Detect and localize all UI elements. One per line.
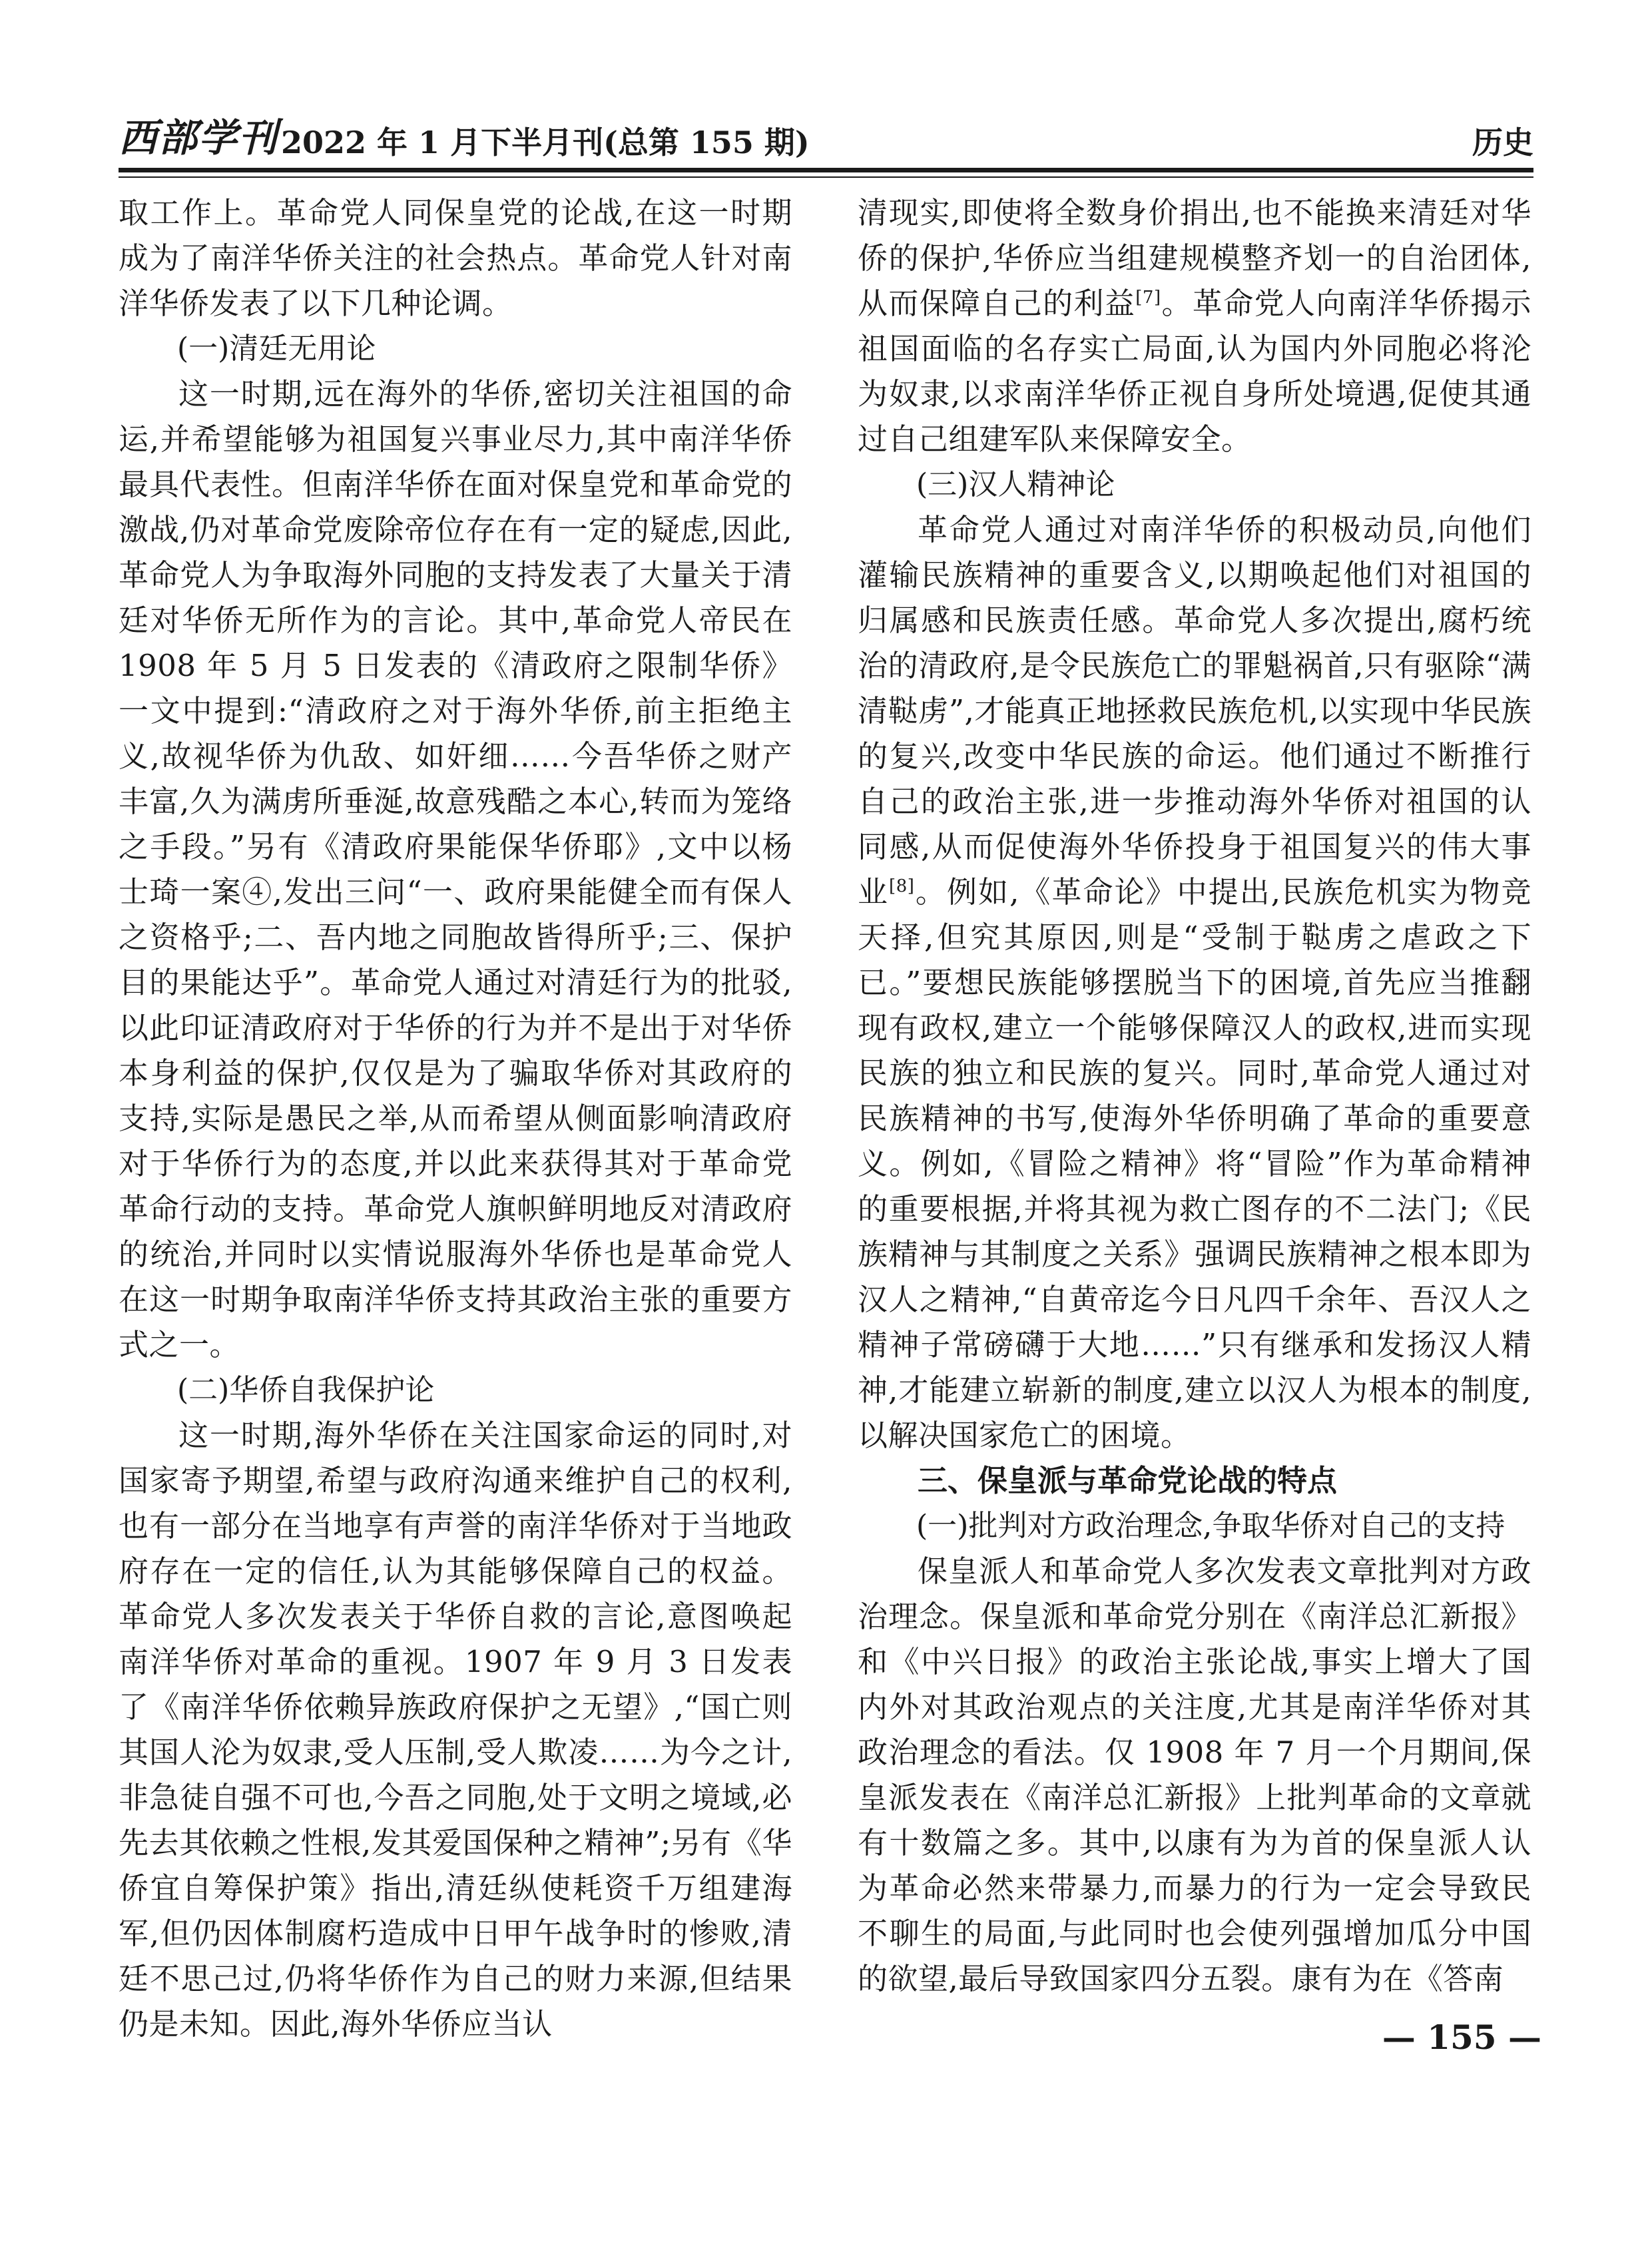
- subsection-heading: (一)清廷无用论: [177, 332, 376, 366]
- subsection-heading: (二)华侨自我保护论: [177, 1373, 435, 1407]
- paragraph: 这一时期,海外华侨在关注国家命运的同时,对国家寄予期望,希望与政府沟通来维护自己的权利,也有一部分在当地享有声誉的南洋华侨对于当地政府存在一定的信任,认为其能够保障自己的权益。革命党人多次发表关于华侨自救的言论,意图唤起南洋华侨对革命的重视。1907 年 9 月 3 日发表了《南洋华侨依赖异族政府保护之无望》,“国亡则其国人沦为奴隶,受人压制,受人欺凌……为今之计,非急徒自强不可也,今吾之同胞,处于文明之境域,必先去其依赖之性根,发其爱国保种之精神”;另有《华侨宜自筹保护策》指出,清廷纵使耗资千万组建海军,但仍因体制腐朽造成中日甲午战争时的惨败,清廷不思己过,仍将华侨作为自己的财力来源,但结果仍是未知。因此,海外华侨应当认: [119, 1418, 792, 2042]
- left-column: [119, 190, 792, 2047]
- subsection-heading: (一)批判对方政治理念,争取华侨对自己的支持: [916, 1509, 1506, 1543]
- header-rule-thick: [119, 168, 1533, 172]
- paragraph: [858, 507, 1531, 1458]
- issue-info: 2022 年 1 月下半月刊(总第 155 期): [281, 125, 810, 160]
- header-rule-thin: [119, 176, 1533, 178]
- paragraph: 取工作上。革命党人同保皇党的论战,在这一时期成为了南洋华侨关注的社会热点。革命党人针对南洋华侨发表了以下几种论调。: [119, 195, 792, 321]
- paragraph-text: 革命党人通过对南洋华侨的积极动员,向他们灌输民族精神的重要含义,以期唤起他们对祖国的归属感和民族责任感。革命党人多次提出,腐朽统治的清政府,是令民族危亡的罪魁祸首,只有驱除“满清鞑虏”,才能真正地拯救民族危机,以实现中华民族的复兴,改变中华民族的命运。他们通过不断推行自己的政治主张,进一步推动海外华侨对祖国的认同感,从而促使海外华侨投身于祖国复兴的伟大事业: [858, 512, 1531, 910]
- paragraph-text: 。例如,《革命论》中提出,民族危机实为物竞天择,但究其原因,则是“受制于鞑虏之虐政之下已。”要想民族能够摆脱当下的困境,首先应当推翻现有政权,建立一个能够保障汉人的政权,进而实现民族的独立和民族的复兴。同时,革命党人通过对民族精神的书写,使海外华侨明确了革命的重要意义。例如,《冒险之精神》将“冒险”作为革命精神的重要根据,并将其视为救亡图存的不二法门;《民族精神与其制度之关系》强调民族精神之根本即为汉人之精神,“自黄帝迄今日凡四千余年、吾汉人之精神子常磅礴于大地……”只有继承和发扬汉人精神,才能建立崭新的制度,建立以汉人为根本的制度,以解决国家危亡的困境。: [858, 874, 1531, 1453]
- running-header: [119, 111, 1533, 162]
- citation-ref: [8]: [889, 876, 915, 896]
- paragraph-text: 。革命党人向南洋华侨揭示祖国面临的名存实亡局面,认为国内外同胞必将沦为奴隶,以求南洋华侨正视自身所处境遇,促使其通过自己组建军队来保障安全。: [858, 286, 1531, 457]
- citation-ref: [7]: [1135, 288, 1161, 308]
- section-heading: 三、保皇派与革命党论战的特点: [918, 1463, 1338, 1498]
- paragraph: 保皇派人和革命党人多次发表文章批判对方政治理念。保皇派和革命党分别在《南洋总汇新报》和《中兴日报》的政治主张论战,事实上增大了国内外对其政治观点的关注度,尤其是南洋华侨对其政治理念的看法。仅 1908 年 7 月一个月期间,保皇派发表在《南洋总汇新报》上批判革命的文章就有十数篇之多。其中,以康有为为首的保皇派人认为革命必然来带暴力,而暴力的行为一定会导致民不聊生的局面,与此同时也会使列强增加瓜分中国的欲望,最后导致国家四分五裂。康有为在《答南: [858, 1553, 1531, 1996]
- paragraph-text: 清现实,即使将全数身价捐出,也不能换来清廷对华侨的保护,华侨应当组建规模整齐划一的自治团体,从而保障自己的利益: [858, 195, 1531, 321]
- journal-identity: [119, 107, 810, 162]
- page-number: — 155 —: [1382, 2018, 1541, 2057]
- right-column: [858, 190, 1531, 2002]
- section-label: 历史: [1472, 125, 1533, 160]
- paragraph: 这一时期,远在海外的华侨,密切关注祖国的命运,并希望能够为祖国复兴事业尽力,其中南洋华侨最具代表性。但南洋华侨在面对保皇党和革命党的激战,仍对革命党废除帝位存在有一定的疑虑,因此,革命党人为争取海外同胞的支持发表了大量关于清廷对华侨无所作为的言论。其中,革命党人帝民在 1908 年 5 月 5 日发表的《清政府之限制华侨》一文中提到:“清政府之对于海外华侨,前主拒绝主义,故视华侨为仇敌、如奸细……今吾华侨之财产丰富,久为满虏所垂涎,故意残酷之本心,转而为笼络之手段。”另有《清政府果能保华侨耶》,文中以杨士琦一案④,发出三问“一、政府果能健全而有保人之资格乎;二、吾内地之同胞故皆得所乎;三、保护目的果能达乎”。革命党人通过对清廷行为的批驳,以此印证清政府对于华侨的行为并不是出于对华侨本身利益的保护,仅仅是为了骗取华侨对其政府的支持,实际是愚民之举,从而希望从侧面影响清政府对于华侨行为的态度,并以此来获得其对于革命党革命行动的支持。革命党人旗帜鲜明地反对清政府的统治,并同时以实情说服海外华侨也是革命党人在这一时期争取南洋华侨支持其政治主张的重要方式之一。: [119, 376, 792, 1362]
- subsection-heading: (三)汉人精神论: [916, 467, 1115, 501]
- journal-logo: 西部学刊: [119, 115, 279, 160]
- paragraph: [858, 190, 1531, 462]
